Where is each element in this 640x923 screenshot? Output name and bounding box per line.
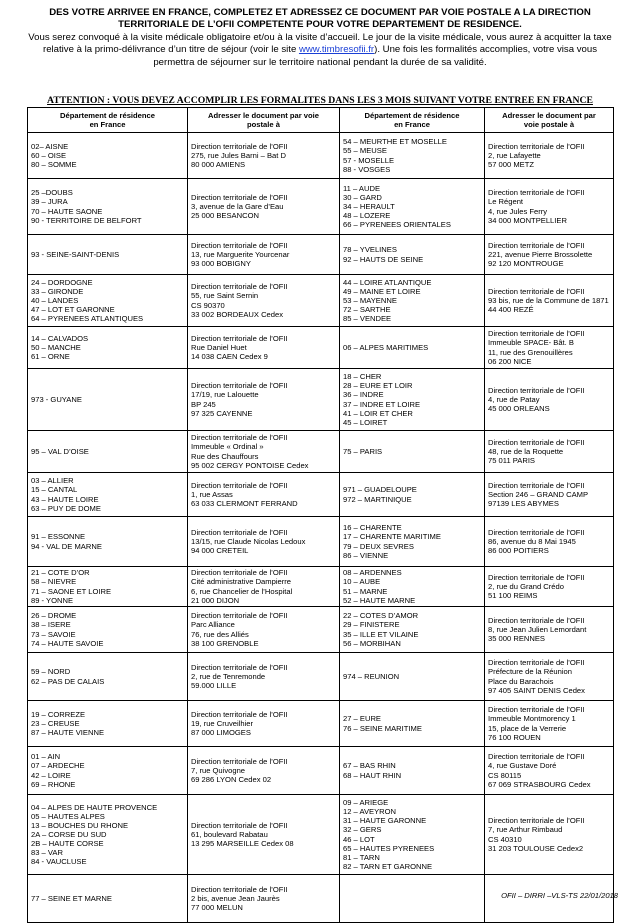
address-cell: Direction territoriale de l’OFII 3, avenue de la Gare d’Eau 25 000 BESANCON bbox=[188, 179, 340, 235]
header-title-line-2: TERRITORIALE DE L’OFII COMPETENTE POUR VOTRE DEPARTEMENT DE RESIDENCE. bbox=[118, 19, 522, 31]
address-cell: Direction territoriale de l’OFII Cité administrative Dampierre 6, rue Chancelier de l’Hospital 21 000 DIJON bbox=[188, 567, 340, 607]
ofii-directory-table bbox=[27, 107, 614, 923]
address-cell: Direction territoriale de l’OFII 2, rue de Tenremonde 59.000 LILLE bbox=[188, 653, 340, 701]
department-cell: 02– AISNE 60 – OISE 80 – SOMME bbox=[28, 133, 188, 179]
department-cell: 75 – PARIS bbox=[340, 431, 485, 473]
address-cell: Direction territoriale de l’OFII Immeuble « Ordinal » Rue des Chauffours 95 002 CERGY PONTOISE Cedex bbox=[188, 431, 340, 473]
address-cell: Direction territoriale de l’OFII 61, boulevard Rabatau 13 295 MARSEILLE Cedex 08 bbox=[188, 795, 340, 875]
address-cell: Direction territoriale de l’OFII Immeuble SPACE- Bât. B 11, rue des Grenouillères 06 200 NICE bbox=[485, 327, 614, 369]
department-cell: 14 – CALVADOS 50 – MANCHE 61 – ORNE bbox=[28, 327, 188, 369]
department-cell: 08 – ARDENNES 10 – AUBE 51 – MARNE 52 – HAUTE MARNE bbox=[340, 567, 485, 607]
address-cell: Direction territoriale de l’OFII Le Régent 4, rue Jules Ferry 34 000 MONTPELLIER bbox=[485, 179, 614, 235]
address-cell: Direction territoriale de l’OFII 86, avenue du 8 Mai 1945 86 000 POITIERS bbox=[485, 517, 614, 567]
department-cell: 44 – LOIRE ATLANTIQUE 49 – MAINE ET LOIRE 53 – MAYENNE 72 – SARTHE 85 – VENDEE bbox=[340, 275, 485, 327]
address-cell: Direction territoriale de l’OFII 48, rue de la Roquette 75 011 PARIS bbox=[485, 431, 614, 473]
address-cell: Direction territoriale de l’OFII 2 bis, avenue Jean Jaurès 77 000 MELUN bbox=[188, 875, 340, 923]
column-header-department: Département de résidence en France bbox=[340, 108, 485, 133]
department-cell: 77 – SEINE ET MARNE bbox=[28, 875, 188, 923]
header-block bbox=[22, 7, 618, 69]
department-cell: 91 – ESSONNE 94 - VAL DE MARNE bbox=[28, 517, 188, 567]
department-cell: 09 – ARIEGE 12 – AVEYRON 31 – HAUTE GARONNE 32 – GERS 46 – LOT 65 – HAUTES PYRENEES 81 – TARN 82 – TARN ET GARONNE bbox=[340, 795, 485, 875]
department-cell: 26 – DROME 38 – ISERE 73 – SAVOIE 74 – HAUTE SAVOIE bbox=[28, 607, 188, 653]
table-row bbox=[28, 747, 614, 795]
department-cell: 04 – ALPES DE HAUTE PROVENCE 05 – HAUTES ALPES 13 – BOUCHES DU RHONE 2A – CORSE DU SUD 2B – HAUTE CORSE 83 – VAR 84 - VAUCLUSE bbox=[28, 795, 188, 875]
department-cell: 19 – CORREZE 23 – CREUSE 87 – HAUTE VIENNE bbox=[28, 701, 188, 747]
table-row bbox=[28, 327, 614, 369]
address-cell: Direction territoriale de l’OFII Parc Alliance 76, rue des Alliés 38 100 GRENOBLE bbox=[188, 607, 340, 653]
table-row bbox=[28, 473, 614, 517]
instructions-text-before: Vous serez convoqué à la visite médicale obligatoire et/ou à la visite d’accueil. Le jour de la visite médicale, vous aurez à acquitter la taxe relative à la primo-délivrance d’un titre de séjour (voir le site bbox=[28, 31, 612, 56]
table-row bbox=[28, 607, 614, 653]
address-cell: Direction territoriale de l’OFII 1, rue Assas 63 033 CLERMONT FERRAND bbox=[188, 473, 340, 517]
table-row bbox=[28, 133, 614, 179]
department-cell: 59 – NORD 62 – PAS DE CALAIS bbox=[28, 653, 188, 701]
department-cell: 16 – CHARENTE 17 – CHARENTE MARITIME 79 – DEUX SEVRES 86 – VIENNE bbox=[340, 517, 485, 567]
department-cell: 54 – MEURTHE ET MOSELLE 55 – MEUSE 57 - MOSELLE 88 - VOSGES bbox=[340, 133, 485, 179]
table-row bbox=[28, 369, 614, 431]
attention-notice: ATTENTION : VOUS DEVEZ ACCOMPLIR LES FORMALITES DANS LES 3 MOIS SUIVANT VOTRE ENTREE EN FRANCE bbox=[47, 95, 593, 106]
department-cell: 973 - GUYANE bbox=[28, 369, 188, 431]
column-header-address: Adresser le document par voie postale à bbox=[188, 108, 340, 133]
department-cell: 06 – ALPES MARITIMES bbox=[340, 327, 485, 369]
address-cell: Direction territoriale de l’OFII 93 bis, rue de la Commune de 1871 44 400 REZÉ bbox=[485, 275, 614, 327]
department-cell: 21 – COTE D’OR 58 – NIEVRE 71 – SAONE ET LOIRE 89 - YONNE bbox=[28, 567, 188, 607]
department-cell: 22 – COTES D’AMOR 29 – FINISTERE 35 – ILLE ET VILAINE 56 – MORBIHAN bbox=[340, 607, 485, 653]
address-cell: Direction territoriale de l’OFII 221, avenue Pierre Brossolette 92 120 MONTROUGE bbox=[485, 235, 614, 275]
department-cell: 27 – EURE 76 – SEINE MARITIME bbox=[340, 701, 485, 747]
address-cell: Direction territoriale de l’OFII 4, rue Gustave Doré CS 80115 67 069 STRASBOURG Cedex bbox=[485, 747, 614, 795]
header-instructions bbox=[22, 32, 618, 69]
department-cell bbox=[340, 875, 485, 923]
address-cell: Direction territoriale de l’OFII 7, rue Arthur Rimbaud CS 40310 31 203 TOULOUSE Cedex2 bbox=[485, 795, 614, 875]
address-cell: Direction territoriale de l’OFII 17/19, rue Lalouette BP 245 97 325 CAYENNE bbox=[188, 369, 340, 431]
department-cell: 974 – REUNION bbox=[340, 653, 485, 701]
department-cell: 971 – GUADELOUPE 972 – MARTINIQUE bbox=[340, 473, 485, 517]
address-cell: Direction territoriale de l’OFII Section 246 – GRAND CAMP 97139 LES ABYMES bbox=[485, 473, 614, 517]
address-cell: Direction territoriale de l’OFII 2, rue Lafayette 57 000 METZ bbox=[485, 133, 614, 179]
address-cell: Direction territoriale de l’OFII 19, rue Cruveilhier 87 000 LIMOGES bbox=[188, 701, 340, 747]
table-header-row bbox=[28, 108, 614, 133]
department-cell: 93 - SEINE-SAINT-DENIS bbox=[28, 235, 188, 275]
footer-reference: OFII – DIRRI –VLS-TS 22/01/2018 bbox=[501, 891, 618, 900]
table-row bbox=[28, 179, 614, 235]
table-row bbox=[28, 235, 614, 275]
department-cell: 11 – AUDE 30 – GARD 34 – HERAULT 48 – LOZERE 66 – PYRENEES ORIENTALES bbox=[340, 179, 485, 235]
table-row bbox=[28, 653, 614, 701]
address-cell: Direction territoriale de l’OFII 55, rue Saint Sernin CS 90370 33 002 BORDEAUX Cedex bbox=[188, 275, 340, 327]
table-row bbox=[28, 701, 614, 747]
address-cell: Direction territoriale de l’OFII Immeuble Montmorency 1 15, place de la Verrerie 76 100 ROUEN bbox=[485, 701, 614, 747]
department-cell: 18 – CHER 28 – EURE ET LOIR 36 – INDRE 37 – INDRE ET LOIRE 41 – LOIR ET CHER 45 – LOIRET bbox=[340, 369, 485, 431]
column-header-address: Adresser le document par voie postale à bbox=[485, 108, 614, 133]
department-cell: 01 – AIN 07 – ARDECHE 42 – LOIRE 69 – RHONE bbox=[28, 747, 188, 795]
timbresofii-link[interactable]: www.timbresofii.fr bbox=[298, 44, 375, 56]
address-cell: Direction territoriale de l’OFII 8, rue Jean Julien Lemordant 35 000 RENNES bbox=[485, 607, 614, 653]
table-row bbox=[28, 567, 614, 607]
department-cell: 67 – BAS RHIN 68 – HAUT RHIN bbox=[340, 747, 485, 795]
table-row bbox=[28, 795, 614, 875]
address-cell: Direction territoriale de l’OFII Rue Daniel Huet 14 038 CAEN Cedex 9 bbox=[188, 327, 340, 369]
table-row bbox=[28, 431, 614, 473]
address-cell: Direction territoriale de l’OFII 7, rue Quivogne 69 286 LYON Cedex 02 bbox=[188, 747, 340, 795]
address-cell: Direction territoriale de l’OFII 4, rue de Patay 45 000 ORLEANS bbox=[485, 369, 614, 431]
address-cell: Direction territoriale de l’OFII 13, rue Marguerite Yourcenar 93 000 BOBIGNY bbox=[188, 235, 340, 275]
department-cell: 03 – ALLIER 15 – CANTAL 43 – HAUTE LOIRE 63 – PUY DE DOME bbox=[28, 473, 188, 517]
header-title-line-1: DES VOTRE ARRIVEE EN FRANCE, COMPLETEZ ET ADRESSEZ CE DOCUMENT PAR VOIE POSTALE A LA DIRECTION bbox=[49, 7, 591, 18]
address-cell: Direction territoriale de l’OFII 2, rue du Grand Crédo 51 100 REIMS bbox=[485, 567, 614, 607]
instructions-text-after: ). Une fois les formalités accomplies, votre visa vous permettra de séjourner sur le territoire national pendant la durée de sa validité. bbox=[153, 44, 597, 68]
table-row bbox=[28, 275, 614, 327]
department-cell: 24 – DORDOGNE 33 – GIRONDE 40 – LANDES 47 – LOT ET GARONNE 64 – PYRENEES ATLANTIQUES bbox=[28, 275, 188, 327]
department-cell: 25 –DOUBS 39 – JURA 70 – HAUTE SAONE 90 - TERRITOIRE DE BELFORT bbox=[28, 179, 188, 235]
column-header-department: Département de résidence en France bbox=[28, 108, 188, 133]
department-cell: 78 – YVELINES 92 – HAUTS DE SEINE bbox=[340, 235, 485, 275]
department-cell: 95 – VAL D’OISE bbox=[28, 431, 188, 473]
address-cell: Direction territoriale de l’OFII Préfecture de la Réunion Place du Barachois 97 405 SAINT DENIS Cedex bbox=[485, 653, 614, 701]
address-cell: Direction territoriale de l’OFII 275, rue Jules Barni – Bat D 80 000 AMIENS bbox=[188, 133, 340, 179]
table-row bbox=[28, 517, 614, 567]
address-cell: Direction territoriale de l’OFII 13/15, rue Claude Nicolas Ledoux 94 000 CRETEIL bbox=[188, 517, 340, 567]
table-body bbox=[28, 133, 614, 923]
